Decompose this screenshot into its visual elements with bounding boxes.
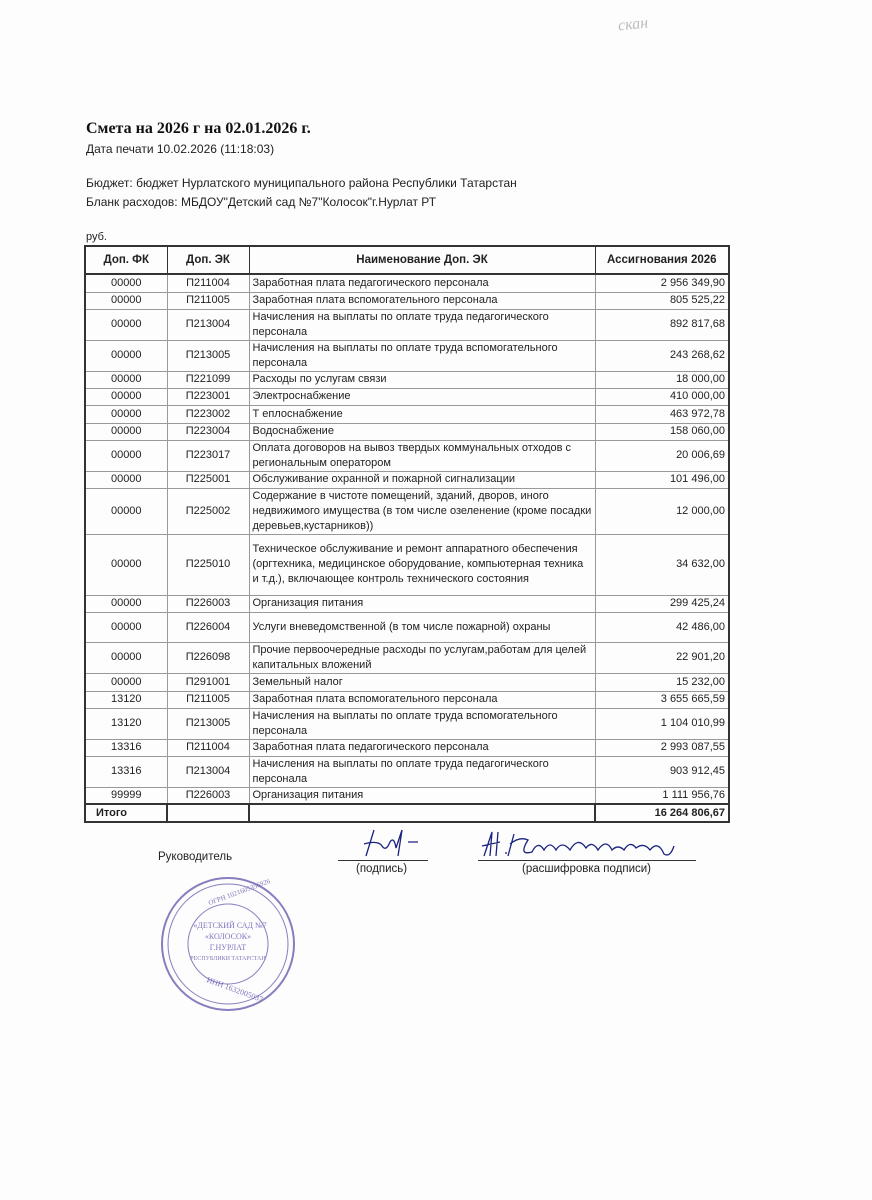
row-name: Заработная плата вспомогательного персонала — [249, 292, 595, 309]
row-name: Электроснабжение — [249, 388, 595, 405]
column-header-name: Наименование Доп. ЭК — [249, 246, 595, 274]
row-allocation: 18 000,00 — [595, 371, 729, 388]
row-fk: 00000 — [85, 405, 167, 423]
row-ek: П223002 — [167, 405, 249, 423]
row-fk: 00000 — [85, 642, 167, 673]
name-caption: (расшифровка подписи) — [522, 863, 651, 875]
total-value: 16 264 806,67 — [595, 804, 729, 822]
row-name: Начисления на выплаты по оплате труда вспомогательного персонала — [249, 340, 595, 371]
print-date: Дата печати 10.02.2026 (11:18:03) — [86, 142, 275, 156]
table-row — [85, 673, 729, 691]
row-fk: 00000 — [85, 534, 167, 595]
row-allocation: 3 655 665,59 — [595, 691, 729, 708]
row-fk: 00000 — [85, 673, 167, 691]
row-fk: 13120 — [85, 708, 167, 739]
row-allocation: 2 993 087,55 — [595, 739, 729, 756]
row-name: Начисления на выплаты по оплате труда педагогического персонала — [249, 756, 595, 787]
svg-text:ОГРН 1021605356926: ОГРН 1021605356926 — [207, 877, 272, 908]
row-ek: П211005 — [167, 691, 249, 708]
row-name: Организация питания — [249, 787, 595, 804]
row-ek: П225001 — [167, 471, 249, 488]
row-fk: 00000 — [85, 292, 167, 309]
row-name: Т еплоснабжение — [249, 405, 595, 423]
row-name: Содержание в чистоте помещений, зданий, дворов, иного недвижимого имущества (в том числе озеленение (кроме посадки деревьев,кустарников)) — [249, 488, 595, 534]
row-fk: 00000 — [85, 595, 167, 612]
table-row — [85, 405, 729, 423]
row-allocation: 15 232,00 — [595, 673, 729, 691]
row-name: Заработная плата педагогического персонала — [249, 274, 595, 292]
row-ek: П213004 — [167, 756, 249, 787]
expense-blank-line: Бланк расходов: МБДОУ"Детский сад №7"Колосок"г.Нурлат РТ — [86, 195, 437, 209]
row-ek: П226004 — [167, 612, 249, 642]
table-row — [85, 440, 729, 471]
handwritten-signature — [358, 826, 428, 860]
row-name: Водоснабжение — [249, 423, 595, 440]
row-name: Начисления на выплаты по оплате труда педагогического персонала — [249, 309, 595, 340]
row-allocation: 22 901,20 — [595, 642, 729, 673]
row-name: Заработная плата педагогического персонала — [249, 739, 595, 756]
document-title: Смета на 2026 г на 02.01.2026 г. — [86, 120, 311, 137]
table-row — [85, 488, 729, 534]
row-ek: П211005 — [167, 292, 249, 309]
budget-table — [84, 245, 730, 823]
column-header-allocation: Ассигнования 2026 — [595, 246, 729, 274]
row-ek: П226003 — [167, 787, 249, 804]
organization-stamp — [158, 874, 298, 1014]
row-ek: П223001 — [167, 388, 249, 405]
row-fk: 00000 — [85, 440, 167, 471]
row-allocation: 42 486,00 — [595, 612, 729, 642]
table-row — [85, 371, 729, 388]
row-ek: П223017 — [167, 440, 249, 471]
row-allocation: 903 912,45 — [595, 756, 729, 787]
row-name: Организация питания — [249, 595, 595, 612]
table-header-row — [85, 246, 729, 274]
budget-line: Бюджет: бюджет Нурлатского муниципального района Республики Татарстан — [86, 176, 517, 190]
signature-caption: (подпись) — [356, 863, 408, 875]
signer-role: Руководитель — [158, 851, 233, 863]
row-allocation: 20 006,69 — [595, 440, 729, 471]
row-allocation: 463 972,78 — [595, 405, 729, 423]
row-fk: 13120 — [85, 691, 167, 708]
row-ek: П211004 — [167, 274, 249, 292]
row-name: Оплата договоров на вывоз твердых коммунальных отходов с региональным оператором — [249, 440, 595, 471]
svg-text:«ДЕТСКИЙ САД №7: «ДЕТСКИЙ САД №7 — [193, 921, 267, 930]
row-allocation: 805 525,22 — [595, 292, 729, 309]
currency-unit: руб. — [86, 231, 107, 243]
corner-handwritten-mark: скан — [617, 14, 649, 35]
svg-text:ИНН 1632005037: ИНН 1632005037 — [205, 975, 265, 1005]
total-row — [85, 804, 729, 822]
row-ek: П226003 — [167, 595, 249, 612]
row-ek: П213005 — [167, 708, 249, 739]
row-fk: 00000 — [85, 488, 167, 534]
row-ek: П213005 — [167, 340, 249, 371]
row-ek: П223004 — [167, 423, 249, 440]
svg-text:Г.НУРЛАТ: Г.НУРЛАТ — [209, 943, 247, 952]
svg-text:«КОЛОСОК»: «КОЛОСОК» — [204, 932, 252, 941]
column-header-ek: Доп. ЭК — [167, 246, 249, 274]
table-row — [85, 595, 729, 612]
table-row — [85, 534, 729, 595]
table-row — [85, 423, 729, 440]
table-row — [85, 642, 729, 673]
row-name: Прочие первоочередные расходы по услугам,работам для целей капитальных вложений — [249, 642, 595, 673]
row-fk: 00000 — [85, 340, 167, 371]
row-allocation: 12 000,00 — [595, 488, 729, 534]
table-row — [85, 340, 729, 371]
table-row — [85, 708, 729, 739]
table-row — [85, 739, 729, 756]
row-allocation: 1 104 010,99 — [595, 708, 729, 739]
row-fk: 00000 — [85, 612, 167, 642]
row-ek: П226098 — [167, 642, 249, 673]
row-ek: П213004 — [167, 309, 249, 340]
row-fk: 00000 — [85, 309, 167, 340]
row-allocation: 243 268,62 — [595, 340, 729, 371]
row-allocation: 410 000,00 — [595, 388, 729, 405]
row-fk: 00000 — [85, 371, 167, 388]
table-row — [85, 691, 729, 708]
row-allocation: 34 632,00 — [595, 534, 729, 595]
signature-line — [338, 860, 428, 861]
row-ek: П221099 — [167, 371, 249, 388]
table-row — [85, 292, 729, 309]
column-header-fk: Доп. ФК — [85, 246, 167, 274]
table-row — [85, 274, 729, 292]
row-allocation: 158 060,00 — [595, 423, 729, 440]
row-fk: 00000 — [85, 471, 167, 488]
svg-text:РЕСПУБЛИКИ ТАТАРСТАН: РЕСПУБЛИКИ ТАТАРСТАН — [190, 956, 266, 962]
row-fk: 00000 — [85, 423, 167, 440]
row-allocation: 101 496,00 — [595, 471, 729, 488]
handwritten-name — [478, 826, 698, 860]
row-ek: П225002 — [167, 488, 249, 534]
row-allocation: 1 111 956,76 — [595, 787, 729, 804]
row-ek: П211004 — [167, 739, 249, 756]
row-name: Заработная плата вспомогательного персонала — [249, 691, 595, 708]
row-name: Земельный налог — [249, 673, 595, 691]
row-ek: П225010 — [167, 534, 249, 595]
table-row — [85, 787, 729, 804]
row-fk: 13316 — [85, 756, 167, 787]
row-fk: 00000 — [85, 388, 167, 405]
table-row — [85, 612, 729, 642]
row-name: Услуги вневедомственной (в том числе пожарной) охраны — [249, 612, 595, 642]
table-row — [85, 388, 729, 405]
row-name: Техническое обслуживание и ремонт аппаратного обеспечения (оргтехника, медицинское оборудование, компьютерная техника и т.д.), включающее контроль технического состояния — [249, 534, 595, 595]
row-fk: 00000 — [85, 274, 167, 292]
table-row — [85, 756, 729, 787]
row-fk: 13316 — [85, 739, 167, 756]
table-row — [85, 309, 729, 340]
row-name: Обслуживание охранной и пожарной сигнализации — [249, 471, 595, 488]
row-allocation: 892 817,68 — [595, 309, 729, 340]
row-fk: 99999 — [85, 787, 167, 804]
row-name: Расходы по услугам связи — [249, 371, 595, 388]
row-ek: П291001 — [167, 673, 249, 691]
name-line — [478, 860, 696, 861]
total-label: Итого — [85, 804, 167, 822]
row-name: Начисления на выплаты по оплате труда вспомогательного персонала — [249, 708, 595, 739]
table-row — [85, 471, 729, 488]
row-allocation: 2 956 349,90 — [595, 274, 729, 292]
row-allocation: 299 425,24 — [595, 595, 729, 612]
